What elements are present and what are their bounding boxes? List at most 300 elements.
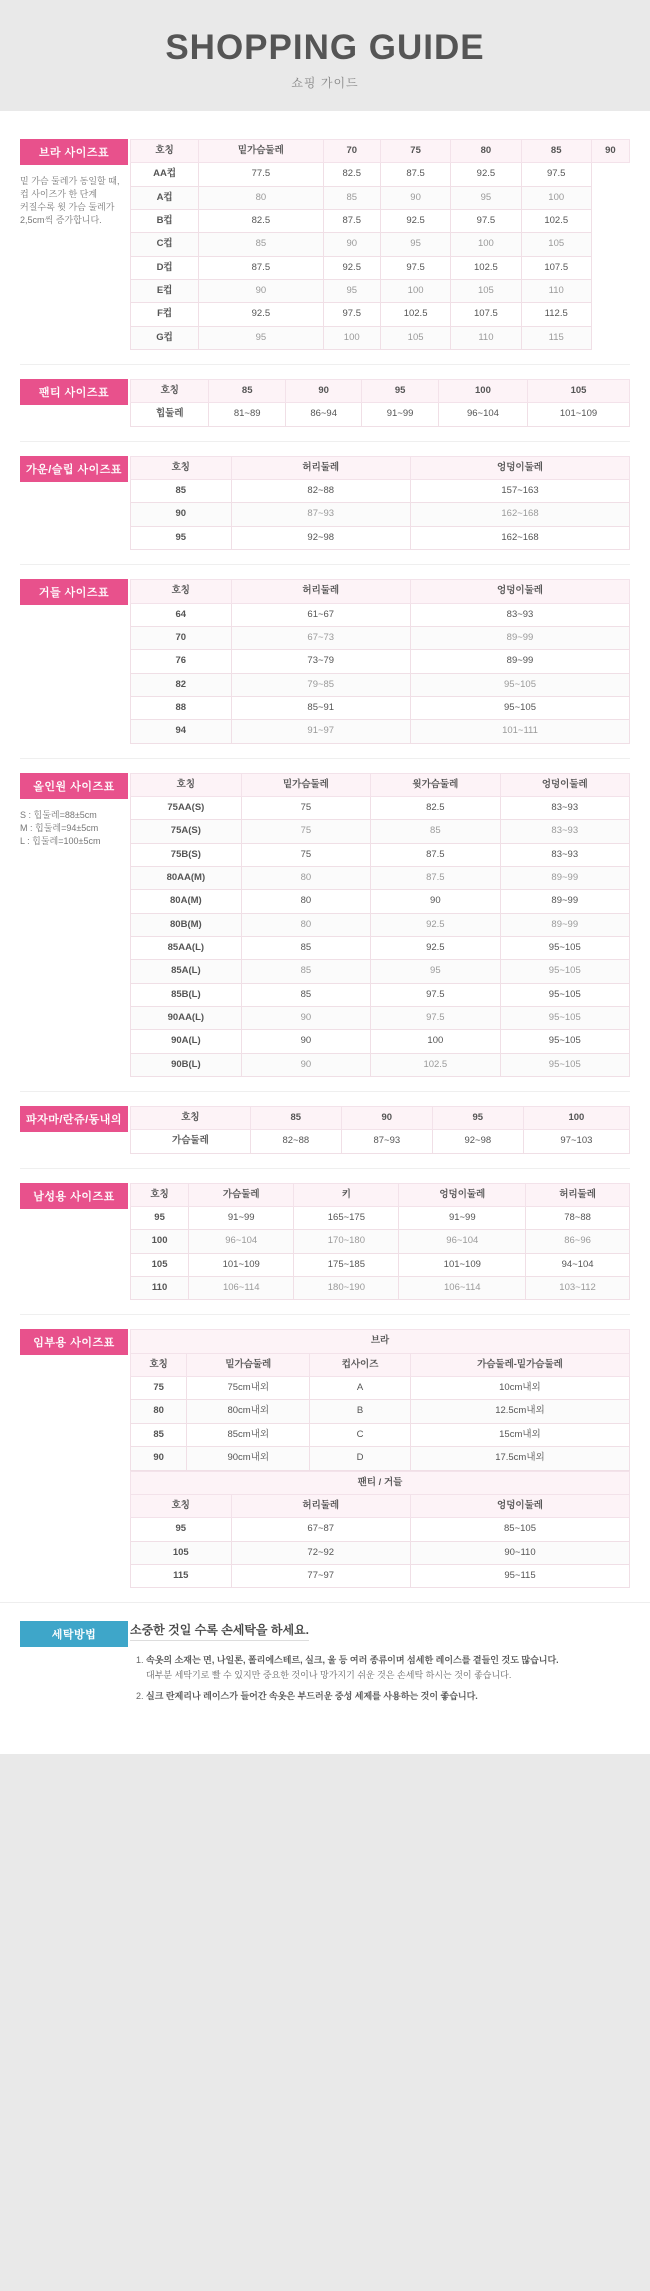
table-cell: 90 — [241, 1053, 370, 1076]
section-tag: 남성용 사이즈표 — [20, 1183, 128, 1209]
table-cell: 75 — [241, 843, 370, 866]
section-right-col — [130, 1106, 630, 1154]
table-cell: 85 — [199, 233, 323, 256]
table-cell: 12.5cm내외 — [410, 1400, 629, 1423]
wash-tag: 세탁방법 — [20, 1621, 128, 1647]
table-cell: 97.5 — [380, 256, 450, 279]
row-label: 105 — [131, 1541, 232, 1564]
table-cell: 80 — [199, 186, 323, 209]
column-header: 100 — [523, 1107, 629, 1130]
table-cell: 95 — [451, 186, 521, 209]
table-cell: 97.5 — [323, 303, 380, 326]
section-note — [20, 175, 122, 227]
wash-title: 소중한 것일 수록 손세탁을 하세요. — [130, 1621, 309, 1641]
row-label: 가슴둘레 — [131, 1130, 251, 1153]
row-label: 76 — [131, 650, 232, 673]
row-label: A컵 — [131, 186, 199, 209]
table-cell: 92.5 — [371, 936, 500, 959]
table-cell: 97.5 — [521, 163, 591, 186]
column-header: 105 — [528, 380, 630, 403]
table-header-row — [131, 456, 630, 479]
section-tag: 거들 사이즈표 — [20, 579, 128, 605]
table-cell: 85~105 — [411, 1518, 630, 1541]
column-header: 컵사이즈 — [310, 1353, 411, 1376]
size-table — [130, 379, 630, 427]
table-row — [131, 303, 630, 326]
table-row — [131, 820, 630, 843]
table-cell: 95~105 — [500, 1007, 629, 1030]
section-left-col — [20, 379, 130, 405]
table-cell: 92.5 — [451, 163, 521, 186]
section-3 — [0, 565, 650, 757]
table-cell: 101~109 — [528, 403, 630, 426]
column-header: 윗가슴둘레 — [371, 773, 500, 796]
table-cell: 85 — [241, 960, 370, 983]
row-label: D컵 — [131, 256, 199, 279]
row-label: 힙둘레 — [131, 403, 209, 426]
table-cell: 67~73 — [231, 626, 411, 649]
table-cell: 100 — [521, 186, 591, 209]
row-label: 85A(L) — [131, 960, 242, 983]
section-left-col — [20, 773, 130, 848]
row-label: 85 — [131, 480, 232, 503]
section-right-col — [130, 139, 630, 350]
section-right-col — [130, 379, 630, 427]
table-header-row — [131, 1494, 630, 1517]
table-cell: 97.5 — [371, 1007, 500, 1030]
row-label: 90B(L) — [131, 1053, 242, 1076]
section-left-col — [20, 1183, 130, 1209]
section-note — [20, 809, 122, 848]
table-cell: 100 — [323, 326, 380, 349]
table-body — [131, 1207, 630, 1300]
table-cell: 86~94 — [285, 403, 361, 426]
table-row — [131, 1423, 630, 1446]
table-row — [131, 796, 630, 819]
table-body — [131, 163, 630, 350]
table-cell: 105 — [380, 326, 450, 349]
row-label: C컵 — [131, 233, 199, 256]
size-table — [130, 139, 630, 350]
table-row — [131, 1053, 630, 1076]
section-tag: 팬티 사이즈표 — [20, 379, 128, 405]
section-left-col — [20, 1106, 130, 1132]
column-header: 가슴둘레-밑가슴둘레 — [410, 1353, 629, 1376]
row-label: B컵 — [131, 210, 199, 233]
column-header: 90 — [591, 140, 629, 163]
table-cell: 95~105 — [411, 696, 630, 719]
table-row — [131, 1518, 630, 1541]
table-row — [131, 1541, 630, 1564]
table-cell: 90 — [199, 280, 323, 303]
table-cell: 82.5 — [199, 210, 323, 233]
table-cell: 77.5 — [199, 163, 323, 186]
table-cell: 90 — [241, 1007, 370, 1030]
section-right-col — [130, 456, 630, 550]
row-label: 75 — [131, 1377, 187, 1400]
table-row — [131, 163, 630, 186]
table-row — [131, 280, 630, 303]
row-label: 95 — [131, 1518, 232, 1541]
table-cell: 75 — [241, 820, 370, 843]
section-tag: 파자마/란쥬/동내의 — [20, 1106, 128, 1132]
table-cell: 115 — [521, 326, 591, 349]
column-header: 엉덩이둘레 — [500, 773, 629, 796]
row-label: 80 — [131, 1400, 187, 1423]
column-header: 호칭 — [131, 773, 242, 796]
note-line: 밑 가슴 둘레가 동일할 때, — [20, 176, 120, 186]
column-header: 85 — [250, 1107, 341, 1130]
row-label: 64 — [131, 603, 232, 626]
table-cell: 87.5 — [371, 866, 500, 889]
table-header-row — [131, 580, 630, 603]
wash-item-lead: 실크 란제리나 레이스가 들어간 속옷은 부드러운 중성 세제를 사용하는 것이 좋습니다. — [146, 1691, 478, 1701]
table-cell: 85 — [241, 983, 370, 1006]
table-cell: 89~99 — [500, 913, 629, 936]
table-row — [131, 1564, 630, 1587]
table-cell: 92~98 — [231, 526, 411, 549]
table-cell: 73~79 — [231, 650, 411, 673]
row-label: 70 — [131, 626, 232, 649]
table-cell: 97~103 — [523, 1130, 629, 1153]
row-label: 80B(M) — [131, 913, 242, 936]
table-cell: 85cm내외 — [187, 1423, 310, 1446]
table-cell: 90 — [323, 233, 380, 256]
table-cell: 106~114 — [189, 1277, 294, 1300]
table-cell: 95 — [371, 960, 500, 983]
table-cell: 80cm내외 — [187, 1400, 310, 1423]
section-wash — [0, 1602, 650, 1736]
table-cell: 79~85 — [231, 673, 411, 696]
wash-item — [146, 1689, 630, 1703]
table-cell: 96~104 — [438, 403, 527, 426]
column-header: 95 — [362, 380, 438, 403]
table-cell: 83~93 — [500, 796, 629, 819]
table-cell: 92.5 — [380, 210, 450, 233]
table-row — [131, 233, 630, 256]
table-cell: 80 — [241, 913, 370, 936]
page-subtitle: 쇼핑 가이드 — [291, 76, 359, 90]
table-cell: 87.5 — [380, 163, 450, 186]
guide-content — [0, 111, 650, 1754]
column-header: 허리둘레 — [231, 456, 411, 479]
table-header-row — [131, 773, 630, 796]
column-header: 호칭 — [131, 456, 232, 479]
table-row — [131, 1030, 630, 1053]
maternity-left-col — [20, 1329, 130, 1355]
note-line: S : 힙둘레=88±5cm — [20, 809, 97, 820]
table-cell: 89~99 — [411, 650, 630, 673]
size-table — [130, 1106, 630, 1154]
table-cell: 87.5 — [199, 256, 323, 279]
row-label: 115 — [131, 1564, 232, 1587]
table-row — [131, 1400, 630, 1423]
table-header-row — [131, 1183, 630, 1206]
row-label: 75B(S) — [131, 843, 242, 866]
table-row — [131, 1130, 630, 1153]
table-cell: 105 — [521, 233, 591, 256]
table-cell: 92.5 — [371, 913, 500, 936]
table-cell: 82.5 — [371, 796, 500, 819]
section-6 — [0, 1169, 650, 1315]
table-cell: 90~110 — [411, 1541, 630, 1564]
table-cell: 90cm내외 — [187, 1447, 310, 1470]
section-tag: 올인원 사이즈표 — [20, 773, 128, 799]
column-header: 밑가슴둘레 — [199, 140, 323, 163]
table-cell: 95~105 — [500, 936, 629, 959]
table-row — [131, 256, 630, 279]
section-5 — [0, 1092, 650, 1168]
note-line: M : 힙둘레=94±5cm — [20, 822, 99, 833]
row-label: AA컵 — [131, 163, 199, 186]
section-right-col — [130, 1183, 630, 1301]
table-row — [131, 936, 630, 959]
row-label: 80A(M) — [131, 890, 242, 913]
column-header: 95 — [432, 1107, 523, 1130]
table-header-row — [131, 1107, 630, 1130]
table-cell: 10cm내외 — [410, 1377, 629, 1400]
table-row — [131, 720, 630, 743]
table-cell: 100 — [451, 233, 521, 256]
table-cell: 89~99 — [411, 626, 630, 649]
row-label: 85AA(L) — [131, 936, 242, 959]
table-row — [131, 1377, 630, 1400]
table-cell: 90 — [371, 890, 500, 913]
table-row — [131, 526, 630, 549]
table-cell: 95 — [380, 233, 450, 256]
table-cell: 78~88 — [526, 1207, 630, 1230]
table-cell: 89~99 — [500, 890, 629, 913]
section-4 — [0, 759, 650, 1091]
table-cell: 17.5cm내외 — [410, 1447, 629, 1470]
table-row — [131, 1230, 630, 1253]
row-label: 88 — [131, 696, 232, 719]
table-row — [131, 1207, 630, 1230]
table-row — [131, 890, 630, 913]
row-label: 110 — [131, 1277, 189, 1300]
page-title: SHOPPING GUIDE — [165, 28, 485, 67]
table-cell: 95~105 — [500, 983, 629, 1006]
table-body — [131, 1518, 630, 1588]
column-header: 엉덩이둘레 — [399, 1183, 526, 1206]
table-cell: 77~97 — [231, 1564, 411, 1587]
table-cell: 95~105 — [411, 673, 630, 696]
maternity-tag: 임부용 사이즈표 — [20, 1329, 128, 1355]
column-header: 허리둘레 — [231, 580, 411, 603]
column-header: 호칭 — [131, 580, 232, 603]
column-header: 허리둘레 — [231, 1494, 411, 1517]
table-cell: 162~168 — [411, 526, 630, 549]
table-cell: 80 — [241, 890, 370, 913]
bottom-padding — [0, 1736, 650, 1754]
table-cell: 90 — [241, 1030, 370, 1053]
table-cell: 105 — [451, 280, 521, 303]
column-header: 키 — [294, 1183, 399, 1206]
table-header-row — [131, 140, 630, 163]
table-body — [131, 480, 630, 550]
note-line: 2,5cm씩 증가합니다. — [20, 215, 102, 226]
table-cell: 83~93 — [411, 603, 630, 626]
table-cell: 90 — [380, 186, 450, 209]
row-label: 82 — [131, 673, 232, 696]
table-row — [131, 843, 630, 866]
table-cell: 162~168 — [411, 503, 630, 526]
table-row — [131, 1277, 630, 1300]
row-label: 105 — [131, 1253, 189, 1276]
row-label: G컵 — [131, 326, 199, 349]
column-header: 호칭 — [131, 1107, 251, 1130]
table-cell: 110 — [451, 326, 521, 349]
table-cell: 72~92 — [231, 1541, 411, 1564]
table-cell: A — [310, 1377, 411, 1400]
table-row — [131, 673, 630, 696]
table-body — [131, 796, 630, 1076]
table-body — [131, 1377, 630, 1470]
section-left-col — [20, 139, 130, 227]
column-header: 80 — [451, 140, 521, 163]
table-row — [131, 326, 630, 349]
table-cell: 82.5 — [323, 163, 380, 186]
table-cell: 101~109 — [399, 1253, 526, 1276]
section-right-col — [130, 579, 630, 743]
table-cell: 85 — [371, 820, 500, 843]
table-cell: 95 — [323, 280, 380, 303]
table-row — [131, 866, 630, 889]
table-cell: 100 — [371, 1030, 500, 1053]
table-cell: 112.5 — [521, 303, 591, 326]
table-cell: 103~112 — [526, 1277, 630, 1300]
section-right-col — [130, 773, 630, 1077]
row-label: 75AA(S) — [131, 796, 242, 819]
row-label: 95 — [131, 526, 232, 549]
column-header: 호칭 — [131, 1353, 187, 1376]
row-label: 94 — [131, 720, 232, 743]
table-body — [131, 1130, 630, 1153]
table-cell: 82~88 — [250, 1130, 341, 1153]
table-cell: 15cm내외 — [410, 1423, 629, 1446]
maternity-panty-caption: 팬티 / 거들 — [131, 1471, 630, 1494]
size-table — [130, 773, 630, 1077]
table-row — [131, 1447, 630, 1470]
column-header: 70 — [323, 140, 380, 163]
table-row — [131, 1007, 630, 1030]
row-label: 90 — [131, 1447, 187, 1470]
column-header: 85 — [209, 380, 285, 403]
section-2 — [0, 442, 650, 564]
table-cell: 85~91 — [231, 696, 411, 719]
table-cell: D — [310, 1447, 411, 1470]
column-header: 허리둘레 — [526, 1183, 630, 1206]
table-row — [131, 603, 630, 626]
table-cell: 61~67 — [231, 603, 411, 626]
table-row — [131, 210, 630, 233]
maternity-bra-table — [130, 1329, 630, 1470]
table-cell: 87.5 — [371, 843, 500, 866]
row-label: 95 — [131, 1207, 189, 1230]
table-row — [131, 403, 630, 426]
section-maternity — [0, 1315, 650, 1602]
table-cell: 107.5 — [451, 303, 521, 326]
table-cell: 83~93 — [500, 820, 629, 843]
column-header: 엉덩이둘레 — [411, 580, 630, 603]
table-cell: 95~105 — [500, 960, 629, 983]
table-cell: 95~105 — [500, 1030, 629, 1053]
table-cell: 91~99 — [399, 1207, 526, 1230]
column-header: 밑가슴둘레 — [187, 1353, 310, 1376]
wash-item — [146, 1653, 630, 1682]
row-label: 80AA(M) — [131, 866, 242, 889]
row-label: F컵 — [131, 303, 199, 326]
table-cell: 96~104 — [189, 1230, 294, 1253]
row-label: 90AA(L) — [131, 1007, 242, 1030]
size-sections — [0, 125, 650, 1315]
table-cell: 97.5 — [451, 210, 521, 233]
table-header-row — [131, 380, 630, 403]
table-cell: 95~105 — [500, 1053, 629, 1076]
table-row — [131, 186, 630, 209]
table-cell: 102.5 — [371, 1053, 500, 1076]
note-line: 컵 사이즈가 한 단계 — [20, 189, 98, 200]
table-row — [131, 650, 630, 673]
row-label: 100 — [131, 1230, 189, 1253]
row-label: 85 — [131, 1423, 187, 1446]
table-cell: 81~89 — [209, 403, 285, 426]
row-label: 90A(L) — [131, 1030, 242, 1053]
table-cell: 83~93 — [500, 843, 629, 866]
table-cell: 106~114 — [399, 1277, 526, 1300]
wash-body — [130, 1621, 630, 1710]
section-left-col — [20, 456, 130, 482]
row-label: E컵 — [131, 280, 199, 303]
table-cell: 91~97 — [231, 720, 411, 743]
wash-item-lead: 속옷의 소재는 면, 나일론, 폴리에스테르, 실크, 울 등 여러 종류이며 섬세한 레이스를 곁들인 것도 많습니다. — [146, 1655, 559, 1666]
table-body — [131, 603, 630, 743]
wash-list — [130, 1653, 630, 1703]
table-cell: 102.5 — [451, 256, 521, 279]
column-header: 호칭 — [131, 1494, 232, 1517]
column-header: 호칭 — [131, 380, 209, 403]
column-header: 호칭 — [131, 1183, 189, 1206]
wash-left-col — [20, 1621, 130, 1647]
table-cell: 180~190 — [294, 1277, 399, 1300]
table-cell: 92.5 — [199, 303, 323, 326]
section-1 — [0, 365, 650, 441]
table-cell: 110 — [521, 280, 591, 303]
maternity-panty-table — [130, 1471, 630, 1589]
table-cell: 100 — [380, 280, 450, 303]
table-cell: 175~185 — [294, 1253, 399, 1276]
table-cell: 67~87 — [231, 1518, 411, 1541]
table-cell: 107.5 — [521, 256, 591, 279]
table-cell: 85 — [323, 186, 380, 209]
table-header-row — [131, 1353, 630, 1376]
page-header — [0, 0, 650, 111]
table-row — [131, 913, 630, 936]
note-line: L : 힙둘레=100±5cm — [20, 835, 101, 846]
table-cell: 89~99 — [500, 866, 629, 889]
section-0 — [0, 125, 650, 364]
table-cell: 75 — [241, 796, 370, 819]
row-label: 75A(S) — [131, 820, 242, 843]
section-left-col — [20, 579, 130, 605]
table-cell: 101~109 — [189, 1253, 294, 1276]
size-table — [130, 456, 630, 550]
row-label: 90 — [131, 503, 232, 526]
column-header: 90 — [285, 380, 361, 403]
table-cell: 170~180 — [294, 1230, 399, 1253]
table-cell: 86~96 — [526, 1230, 630, 1253]
wash-item-rest: 대부분 세탁기로 빨 수 있지만 중요한 것이나 망가지기 쉬운 것은 손세탁 하시는 것이 좋습니다. — [146, 1669, 512, 1680]
